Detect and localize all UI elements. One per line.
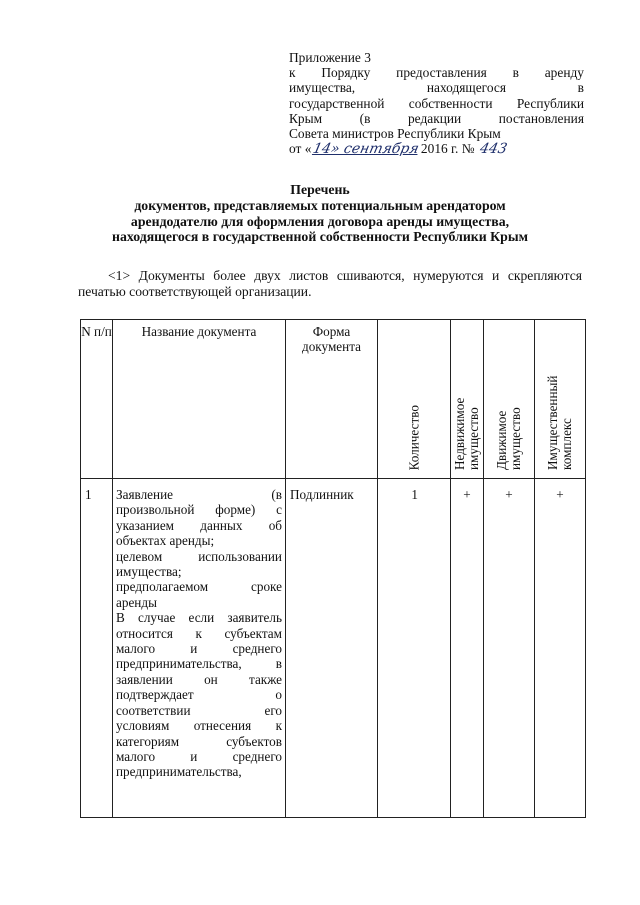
binding-note: <1> Документы более двух листов сшиваются, нумеруются и скрепляются печатью соответствующей организации.	[78, 268, 582, 299]
header-qty-cell	[378, 320, 451, 479]
name-line: заявлении он также	[116, 671, 282, 687]
header-form: Форма документа	[286, 320, 378, 479]
document-title	[60, 182, 580, 245]
handwritten-date: 14» сентября	[311, 141, 421, 158]
handwritten-number: 443	[478, 141, 509, 158]
table-row	[81, 479, 586, 818]
name-line: предпринимательства, в	[116, 656, 282, 672]
name-line: малого и среднего	[116, 641, 282, 657]
row-form: Подлинник	[286, 479, 378, 818]
appendix-line-2: имущества, находящегося в	[289, 80, 584, 96]
name-line: предполагаемом сроке	[116, 579, 282, 595]
name-line: предпринимательства,	[116, 764, 242, 780]
row-movable: +	[484, 479, 535, 818]
header-immovable: Недвижимое имущество	[452, 397, 481, 470]
name-line: объектах аренды;	[116, 533, 215, 549]
header-movable-cell	[484, 320, 535, 479]
row-complex: +	[535, 479, 586, 818]
title-line-2: документов, представляемых потенциальным арендатором	[134, 197, 506, 213]
row-num: 1	[81, 479, 113, 818]
appendix-date-line	[289, 141, 584, 157]
row-qty: 1	[411, 487, 418, 502]
title-line-3: арендодателю для оформления договора аренды имущества,	[130, 213, 510, 229]
name-line: В случае если заявитель	[116, 610, 282, 626]
appendix-line-1: к Порядку предоставления в аренду	[289, 65, 584, 81]
header-movable: Движимое имущество	[494, 407, 523, 470]
appendix-line-3: государственной собственности Республики	[289, 95, 584, 111]
name-line: целевом использовании	[116, 548, 282, 564]
appendix-title: Приложение 3	[289, 50, 371, 65]
name-line: малого и среднего	[116, 748, 282, 764]
name-line: подтверждает о	[116, 687, 282, 703]
header-complex-cell	[535, 320, 586, 479]
header-name: Название документа	[113, 320, 286, 479]
appendix-header	[289, 50, 584, 157]
row-qty-cell	[378, 479, 451, 818]
name-line: соответствии его	[116, 702, 282, 718]
header-num: N п/п	[81, 320, 113, 479]
name-line: относится к субъектам	[116, 625, 282, 641]
name-line: произвольной форме) с	[116, 502, 282, 518]
date-prefix: от «	[289, 141, 312, 157]
date-year: 2016 г. №	[420, 141, 475, 157]
appendix-line-5: Совета министров Республики Крым	[289, 126, 501, 142]
name-line: категориям субъектов	[116, 733, 282, 749]
name-line: аренды	[116, 594, 157, 610]
documents-table	[80, 319, 586, 818]
table-header-row	[81, 320, 586, 479]
name-line: указанием данных об	[116, 517, 282, 533]
header-immovable-cell	[451, 320, 484, 479]
header-qty: Количество	[406, 404, 422, 470]
row-name	[113, 479, 286, 818]
title-line-1: Перечень	[290, 182, 350, 197]
header-complex: Имущественный комплекс	[545, 375, 574, 470]
name-line: условиям отнесения к	[116, 718, 282, 734]
row-immovable: +	[451, 479, 484, 818]
title-line-4: находящегося в государственной собственности Республики Крым	[112, 229, 528, 245]
name-line: Заявление (в	[116, 487, 282, 502]
name-line: имущества;	[116, 564, 182, 580]
appendix-line-4: Крым (в редакции постановления	[289, 110, 584, 126]
